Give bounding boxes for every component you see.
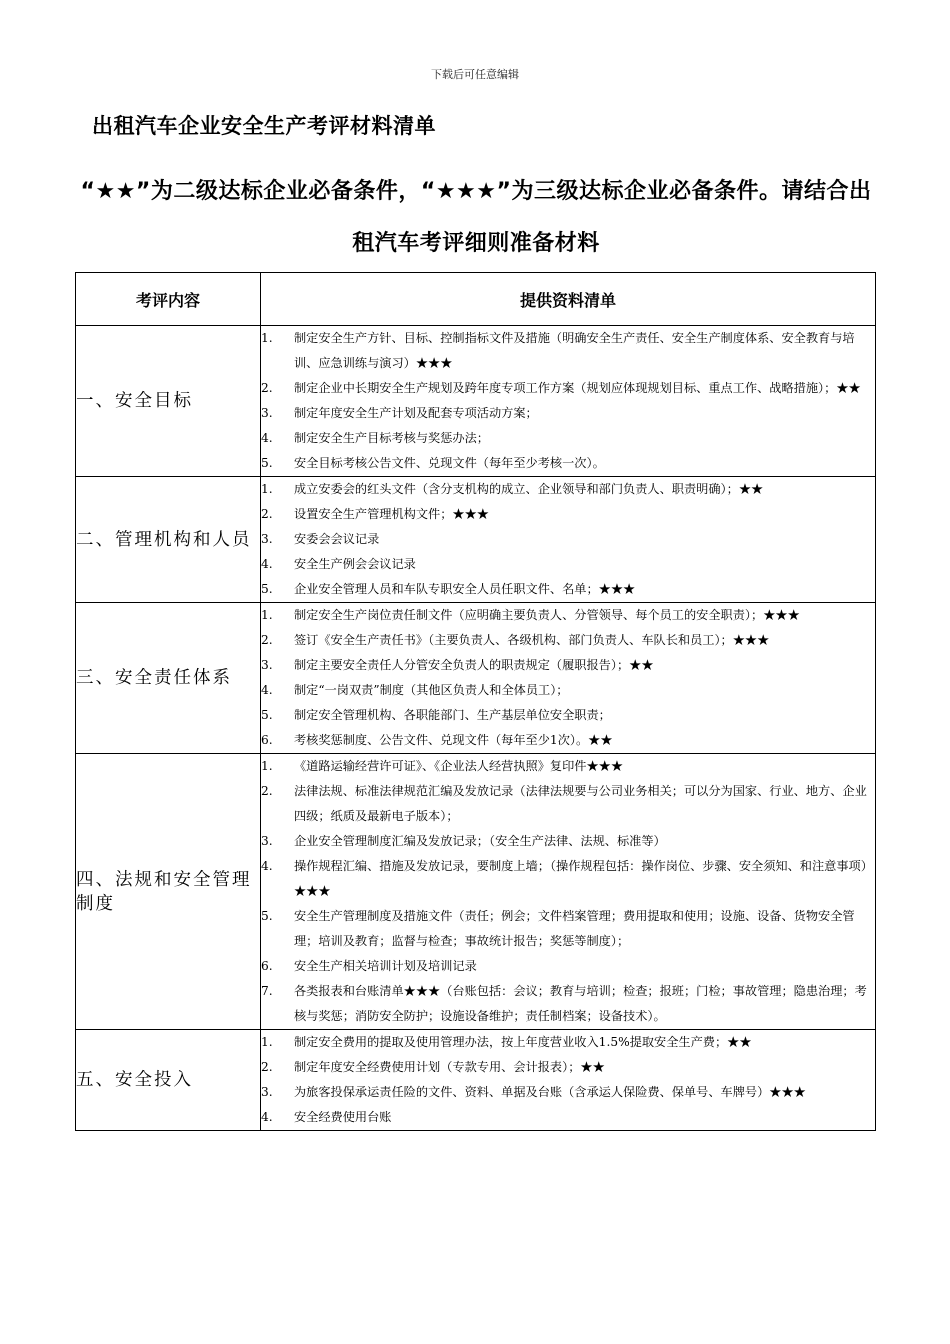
item-text: 制定安全生产目标考核与奖惩办法； bbox=[294, 431, 489, 445]
table-row bbox=[76, 326, 876, 477]
item-number: 3. bbox=[261, 658, 273, 672]
item-number: 1. bbox=[261, 608, 273, 622]
list-item bbox=[261, 904, 875, 954]
list-item bbox=[261, 326, 875, 376]
item-number: 1. bbox=[261, 759, 273, 773]
item-text: 安全生产管理制度及措施文件（责任；例会；文件档案管理；费用提取和使用；设施、设备、货物安全管理；培训及教育；监督与检查；事故统计报告；奖惩等制度）； bbox=[294, 909, 855, 948]
item-number: 3. bbox=[261, 532, 273, 546]
item-text: 企业安全管理制度汇编及发放记录；（安全生产法律、法规、标准等） bbox=[294, 834, 666, 848]
list-item bbox=[261, 779, 875, 829]
section-name: 一、安全目标 bbox=[76, 326, 261, 477]
list-item bbox=[261, 728, 875, 753]
item-number: 4. bbox=[261, 557, 273, 571]
item-text: 制定“一岗双责”制度（其他区负责人和全体员工）； bbox=[294, 683, 569, 697]
item-text: 制定年度安全生产计划及配套专项活动方案； bbox=[294, 406, 538, 420]
list-item bbox=[261, 1080, 875, 1105]
item-number: 4. bbox=[261, 859, 273, 873]
list-item bbox=[261, 502, 875, 527]
item-text: 成立安委会的红头文件（含分支机构的成立、企业领导和部门负责人、职责明确）；★★ bbox=[294, 482, 764, 496]
section-name: 四、法规和安全管理制度 bbox=[76, 754, 261, 1030]
list-item bbox=[261, 603, 875, 628]
list-item bbox=[261, 1030, 875, 1055]
item-text: 企业安全管理人员和车队专职安全人员任职文件、名单；★★★ bbox=[294, 582, 636, 596]
item-text: 考核奖惩制度、公告文件、兑现文件（每年至少1次）。★★ bbox=[294, 733, 613, 747]
item-text: 为旅客投保承运责任险的文件、资料、单据及台账（含承运人保险费、保单号、车牌号）★★★ bbox=[294, 1085, 806, 1099]
list-item bbox=[261, 451, 875, 476]
item-text: 制定企业中长期安全生产规划及跨年度专项工作方案（规划应体现规划目标、重点工作、战略措施）；★★ bbox=[294, 381, 861, 395]
list-item bbox=[261, 703, 875, 728]
list-item bbox=[261, 829, 875, 854]
item-text: 安全生产相关培训计划及培训记录 bbox=[294, 959, 477, 973]
column-header-content: 考评内容 bbox=[76, 273, 261, 326]
item-text: 安全经费使用台账 bbox=[294, 1110, 392, 1124]
item-number: 2. bbox=[261, 381, 273, 395]
item-text: 安全生产例会会议记录 bbox=[294, 557, 416, 571]
list-item bbox=[261, 401, 875, 426]
item-number: 6. bbox=[261, 733, 273, 747]
list-item bbox=[261, 954, 875, 979]
list-item bbox=[261, 577, 875, 602]
list-item bbox=[261, 376, 875, 401]
item-text: 签订《安全生产责任书》（主要负责人、各级机构、部门负责人、车队长和员工）；★★★ bbox=[294, 633, 770, 647]
item-text: 法律法规、标准法律规范汇编及发放记录（法律法规要与公司业务相关；可以分为国家、行业、地方、企业四级；纸质及最新电子版本）； bbox=[294, 784, 867, 823]
item-number: 4. bbox=[261, 683, 273, 697]
list-item bbox=[261, 552, 875, 577]
item-text: 制定安全管理机构、各职能部门、生产基层单位安全职责； bbox=[294, 708, 611, 722]
item-text: 安全目标考核公告文件、兑现文件（每年至少考核一次）。 bbox=[294, 456, 605, 470]
item-text: 《道路运输经营许可证》、《企业法人经营执照》复印件★★★ bbox=[294, 759, 624, 773]
item-text: 制定安全生产岗位责任制文件（应明确主要负责人、分管领导、每个员工的安全职责）；★★★ bbox=[294, 608, 800, 622]
item-number: 7. bbox=[261, 984, 273, 998]
item-text: 制定安全费用的提取及使用管理办法，按上年度营业收入1.5%提取安全生产费；★★ bbox=[294, 1035, 752, 1049]
section-items bbox=[261, 477, 876, 603]
list-item bbox=[261, 527, 875, 552]
section-items bbox=[261, 1030, 876, 1131]
header-note: 下载后可任意编辑 bbox=[431, 68, 519, 81]
list-item bbox=[261, 754, 875, 779]
item-text: 操作规程汇编、措施及发放记录，要制度上墙；（操作规程包括：操作岗位、步骤、安全须知、和注意事项）★★★ bbox=[294, 859, 873, 898]
item-number: 6. bbox=[261, 959, 273, 973]
list-item bbox=[261, 1055, 875, 1080]
table-row bbox=[76, 603, 876, 754]
item-text: 制定主要安全责任人分管安全负责人的职责规定（履职报告）；★★ bbox=[294, 658, 654, 672]
checklist-table bbox=[75, 272, 876, 1131]
item-number: 5. bbox=[261, 582, 273, 596]
section-items bbox=[261, 603, 876, 754]
item-number: 2. bbox=[261, 1060, 273, 1074]
section-name: 五、安全投入 bbox=[76, 1030, 261, 1131]
list-item bbox=[261, 653, 875, 678]
item-text: 制定年度安全经费使用计划（专款专用、会计报表）；★★ bbox=[294, 1060, 605, 1074]
item-number: 4. bbox=[261, 431, 273, 445]
list-item bbox=[261, 426, 875, 451]
table-row bbox=[76, 1030, 876, 1131]
table-header-row bbox=[76, 273, 876, 326]
item-number: 3. bbox=[261, 1085, 273, 1099]
item-number: 4. bbox=[261, 1110, 273, 1124]
item-number: 2. bbox=[261, 784, 273, 798]
column-header-materials: 提供资料清单 bbox=[261, 273, 876, 326]
list-item bbox=[261, 678, 875, 703]
item-text: 各类报表和台账清单★★★（台账包括：会议；教育与培训；检查；报班；门检；事故管理；隐患治理；考核与奖惩；消防安全防护；设施设备维护；责任制档案；设备技术）。 bbox=[294, 984, 867, 1023]
section-items bbox=[261, 754, 876, 1030]
item-number: 5. bbox=[261, 708, 273, 722]
section-items bbox=[261, 326, 876, 477]
item-number: 3. bbox=[261, 406, 273, 420]
item-number: 3. bbox=[261, 834, 273, 848]
item-number: 5. bbox=[261, 909, 273, 923]
item-number: 2. bbox=[261, 633, 273, 647]
document-subtitle: “★★”为二级达标企业必备条件，“★★★”为三级达标企业必备条件。请结合出租汽车考评细则准备材料 bbox=[80, 179, 872, 256]
list-item bbox=[261, 979, 875, 1029]
list-item bbox=[261, 628, 875, 653]
item-number: 1. bbox=[261, 331, 273, 345]
item-number: 2. bbox=[261, 507, 273, 521]
section-name: 二、管理机构和人员 bbox=[76, 477, 261, 603]
item-number: 1. bbox=[261, 482, 273, 496]
list-item bbox=[261, 854, 875, 904]
item-text: 安委会会议记录 bbox=[294, 532, 380, 546]
item-number: 5. bbox=[261, 456, 273, 470]
item-text: 设置安全生产管理机构文件；★★★ bbox=[294, 507, 489, 521]
list-item bbox=[261, 477, 875, 502]
section-name: 三、安全责任体系 bbox=[76, 603, 261, 754]
list-item bbox=[261, 1105, 875, 1130]
table-row bbox=[76, 477, 876, 603]
document-title: 出租汽车企业安全生产考评材料清单 bbox=[92, 114, 436, 138]
table-row bbox=[76, 754, 876, 1030]
item-number: 1. bbox=[261, 1035, 273, 1049]
item-text: 制定安全生产方针、目标、控制指标文件及措施（明确安全生产责任、安全生产制度体系、安全教育与培训、应急训练与演习）★★★ bbox=[294, 331, 855, 370]
